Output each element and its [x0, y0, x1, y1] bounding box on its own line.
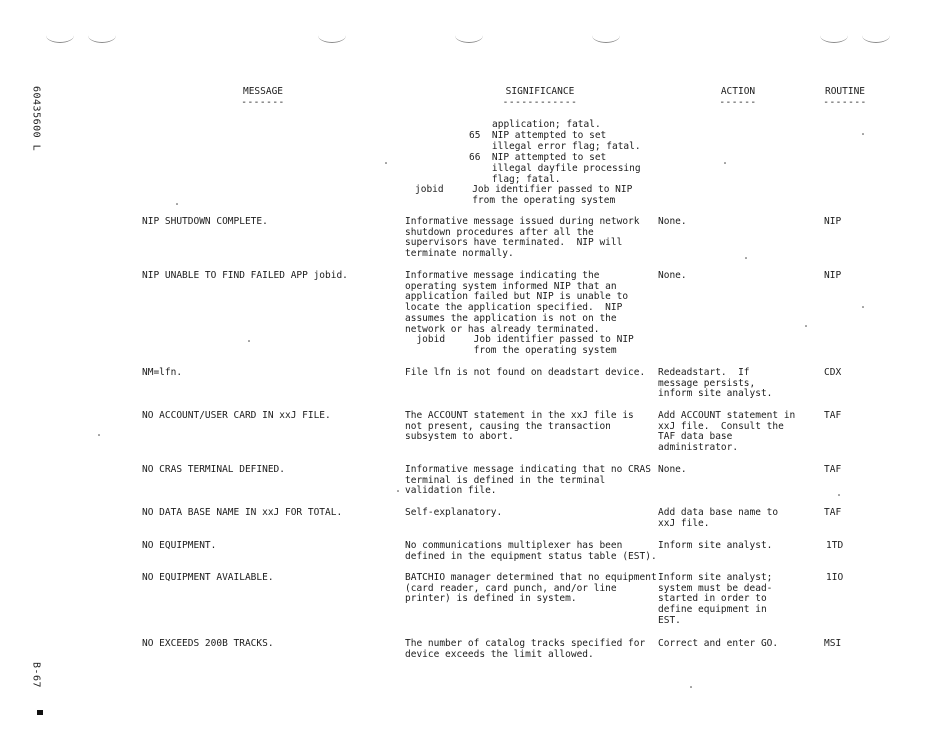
row-routine: NIP [824, 270, 842, 281]
row-message: NM=lfn. [142, 367, 183, 378]
binder-hole-mark [820, 28, 848, 43]
document-number: 60435600 L [30, 86, 42, 152]
binder-hole-mark [455, 28, 483, 43]
continuation-line: 66 NIP attempted to set [469, 152, 607, 163]
row-action: None. [658, 216, 687, 227]
row-routine: 1TD [826, 540, 844, 551]
row-significance: Informative message issued during network shutdown procedures after all the supervisors have terminated. NIP will terminate normally. [405, 216, 640, 260]
row-routine: NIP [824, 216, 842, 227]
row-significance: The ACCOUNT statement in the xxJ file is not present, causing the transaction subsystem to abort. [405, 410, 634, 443]
row-significance: The number of catalog tracks specified for device exceeds the limit allowed. [405, 638, 646, 660]
continuation-line: flag; fatal. [469, 174, 561, 185]
row-significance: File lfn is not found on deadstart device. [405, 367, 646, 378]
row-action: Add data base name to xxJ file. [658, 507, 779, 529]
header-significance-underline: ------------ [502, 96, 578, 108]
continuation-line: from the operating system [415, 195, 616, 206]
scan-speck [248, 340, 250, 342]
scan-speck [98, 434, 100, 436]
header-message-underline: ------- [241, 96, 285, 108]
scan-speck [862, 306, 864, 308]
row-routine: TAF [824, 507, 842, 518]
row-action: Add ACCOUNT statement in xxJ file. Consult the TAF data base administrator. [658, 410, 796, 454]
header-significance-label: SIGNIFICANCE [505, 86, 575, 97]
continuation-line: illegal dayfile processing [469, 163, 641, 174]
header-routine-label: ROUTINE [824, 86, 866, 97]
header-action-label: ACTION [720, 86, 756, 97]
row-routine: TAF [824, 464, 842, 475]
continuation-line: illegal error flag; fatal. [469, 141, 641, 152]
scan-speck [176, 203, 178, 205]
row-message: NO CRAS TERMINAL DEFINED. [142, 464, 285, 475]
row-significance: No communications multiplexer has been defined in the equipment status table (EST). [405, 540, 657, 562]
row-action: Redeadstart. If message persists, inform site analyst. [658, 367, 773, 400]
row-routine: MSI [824, 638, 842, 649]
scan-speck [724, 162, 726, 164]
scan-speck [690, 686, 692, 688]
row-significance: Informative message indicating that no CRAS terminal is defined in the terminal validation file. [405, 464, 651, 497]
scan-speck [805, 325, 807, 327]
row-action: Inform site analyst; system must be dead- started in order to define equipment in EST. [658, 572, 773, 626]
row-message: NO ACCOUNT/USER CARD IN xxJ FILE. [142, 410, 331, 421]
row-significance: BATCHIO manager determined that no equipment (card reader, card punch, and/or line printer) is defined in system. [405, 572, 657, 605]
header-action [716, 87, 760, 108]
row-action: Inform site analyst. [658, 540, 773, 551]
row-significance: Informative message indicating the operating system informed NIP that an application failed but NIP is unable to locate the application specified. NIP assumes the application is not on the network or has already terminated. jobid Job identifier passed to NIP from the operating system [405, 270, 634, 356]
row-routine: 1IO [826, 572, 844, 583]
row-routine: TAF [824, 410, 842, 421]
header-significance [496, 87, 584, 108]
scan-speck [862, 133, 864, 135]
binder-hole-mark [46, 28, 74, 43]
binder-hole-mark [862, 28, 890, 43]
header-action-underline: ------ [719, 96, 757, 108]
continuation-line: 65 NIP attempted to set [469, 130, 607, 141]
row-action: None. [658, 464, 687, 475]
scan-speck [397, 490, 399, 492]
binder-hole-mark [592, 28, 620, 43]
header-message-label: MESSAGE [242, 86, 284, 97]
row-routine: CDX [824, 367, 842, 378]
row-action: None. [658, 270, 687, 281]
page-number: B-67 [30, 662, 42, 689]
continuation-line: application; fatal. [492, 119, 601, 130]
row-message: NIP UNABLE TO FIND FAILED APP jobid. [142, 270, 348, 281]
scan-speck [838, 494, 840, 496]
header-message [236, 87, 290, 108]
row-message: NO EXCEEDS 200B TRACKS. [142, 638, 274, 649]
row-message: NO DATA BASE NAME IN xxJ FOR TOTAL. [142, 507, 343, 518]
row-message: NO EQUIPMENT. [142, 540, 217, 551]
row-action: Correct and enter GO. [658, 638, 779, 649]
header-routine-underline: ------- [823, 96, 867, 108]
row-significance: Self-explanatory. [405, 507, 503, 518]
page-marker [37, 710, 43, 715]
scan-speck [385, 162, 387, 164]
header-routine [818, 87, 872, 108]
binder-hole-mark [88, 28, 116, 43]
row-message: NO EQUIPMENT AVAILABLE. [142, 572, 274, 583]
scan-speck [745, 257, 747, 259]
row-message: NIP SHUTDOWN COMPLETE. [142, 216, 268, 227]
continuation-line: jobid Job identifier passed to NIP [415, 184, 633, 195]
binder-hole-mark [318, 28, 346, 43]
